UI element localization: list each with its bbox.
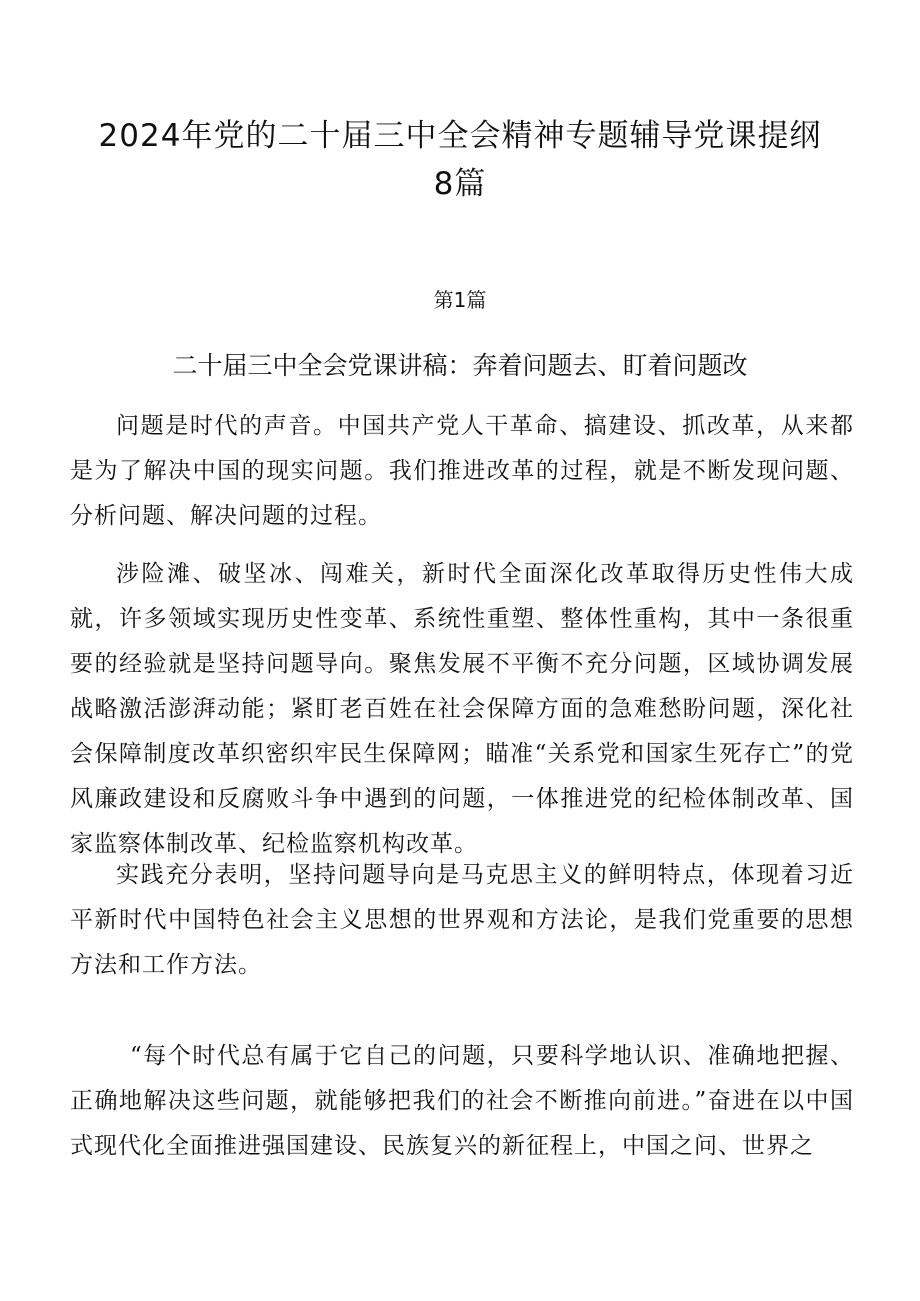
body-paragraph-4: “每个时代总有属于它自己的问题，只要科学地认识、准确地把握、正确地解决这些问题，就能够把我们的社会不断推向前进。”奋进在以中国式现代化全面推进强国建设、民族复兴的新征程上，中国之问、世界之: [70, 1043, 854, 1159]
document-title-line2: 8篇: [433, 166, 487, 202]
body-paragraph-3: 实践充分表明，坚持问题导向是马克思主义的鲜明特点，体现着习近平新时代中国特色社会主义思想的世界观和方法论，是我们党重要的思想方法和工作方法。: [70, 862, 854, 978]
section-title: 二十届三中全会党课讲稿：奔着问题去、盯着问题改: [172, 351, 748, 380]
body-paragraph-1: 问题是时代的声音。中国共产党人干革命、搞建设、抓改革，从来都是为了解决中国的现实问题。我们推进改革的过程，就是不断发现问题、分析问题、解决问题的过程。: [70, 413, 854, 529]
section-label: 第1篇: [433, 288, 487, 312]
body-paragraph-2: 涉险滩、破坚冰、闯难关，新时代全面深化改革取得历史性伟大成就，许多领域实现历史性变革、系统性重塑、整体性重构，其中一条很重要的经验就是坚持问题导向。聚焦发展不平衡不充分问题，区域协调发展战略激活澎湃动能；紧盯老百姓在社会保障方面的急难愁盼问题，深化社会保障制度改革织密织牢民生保障网；瞄准“关系党和国家生死存亡”的党风廉政建设和反腐败斗争中遇到的问题，一体推进党的纪检体制改革、国家监察体制改革、纪检监察机构改革。: [70, 561, 854, 857]
document-title: [60, 112, 860, 208]
document-title-line1: 2024年党的二十届三中全会精神专题辅导党课提纲: [98, 118, 822, 154]
